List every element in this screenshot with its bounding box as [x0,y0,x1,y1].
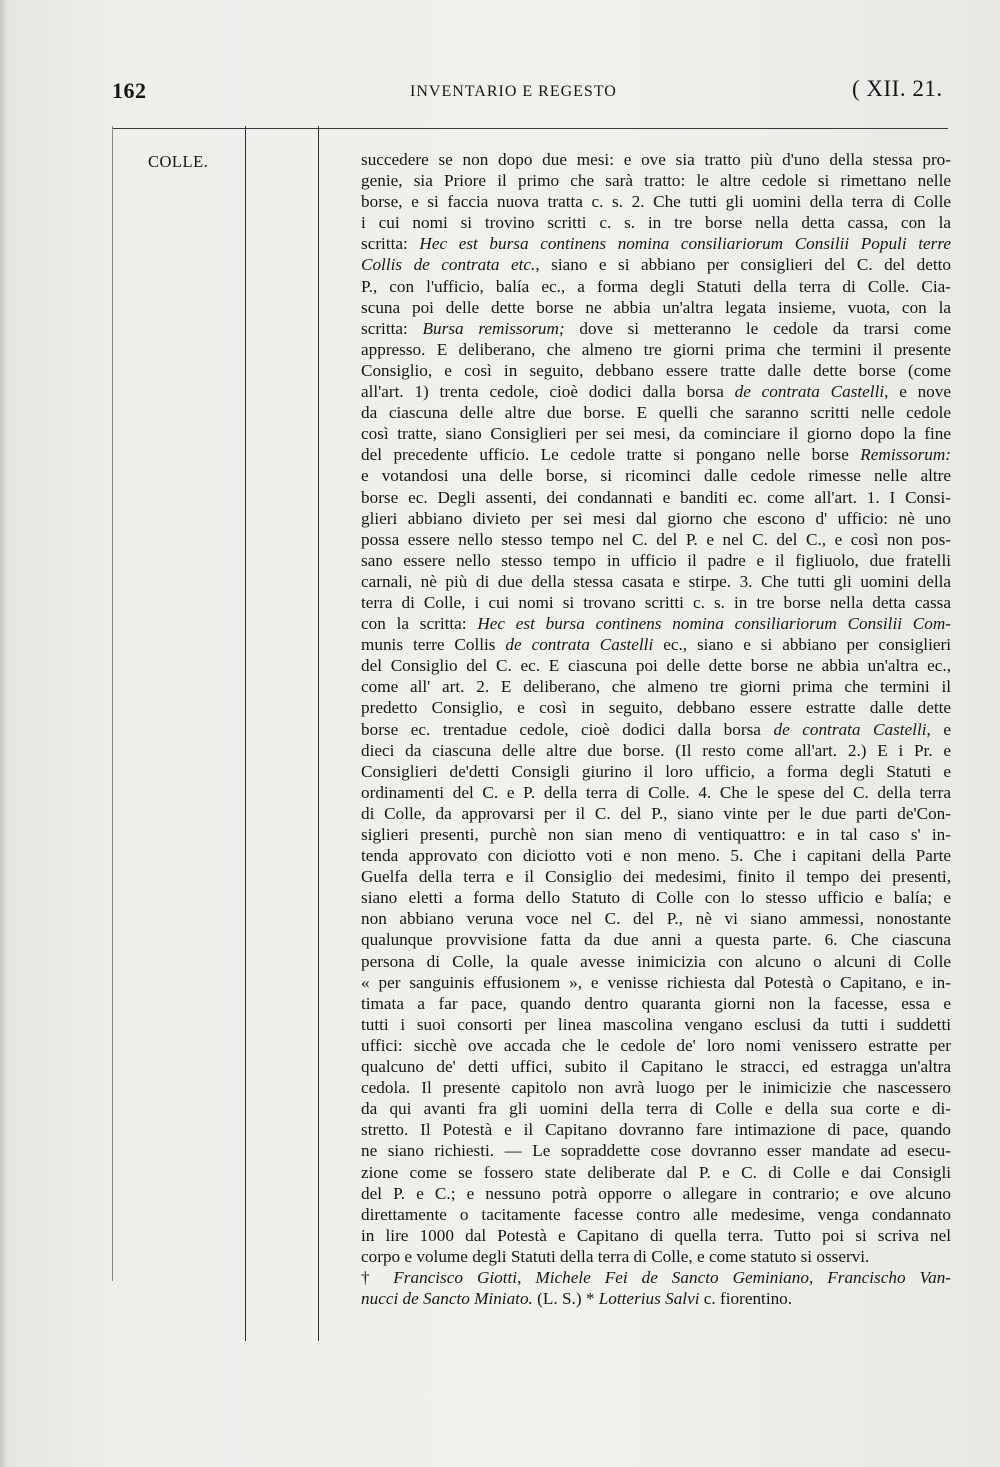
text-line: Guelfa della terra e il Consiglio dei medesimi, finito il tempo dei presenti, [361,867,951,887]
body-lines [361,149,951,1267]
text-line: persona di Colle, la quale avesse inimicizia con alcuno o alcuni di Colle [361,951,951,971]
text-line: dieci da ciascuna delle altre due borse. (Il resto come all'art. 2.) E i Pr. e [361,740,951,760]
text-line: scritta: Bursa remissorum; dove si metteranno le cedole da trarsi come [361,318,951,338]
column-rule-right [318,126,319,1341]
text-line: qualunque provvisione fatta da due anni a questa parte. 6. Che ciascuna [361,930,951,950]
text-line: in lire 1000 dal Potestà e Capitano di quella terra. Tutto poi si scriva nel [361,1225,951,1245]
text-line: tenda approvato con diciotto voti e non meno. 5. Che i capitani della Parte [361,846,951,866]
text-line: e votandosi una delle borse, si ricominci dalle cedole rimesse nelle altre [361,466,951,486]
text-line: P., con l'ufficio, balía ec., a forma degli Statuti della terra di Colle. Cia- [361,276,951,296]
text-line: zione come se fossero state deliberate dal P. e C. di Colle e dai Consigli [361,1162,951,1182]
text-line: borse ec. trentadue cedole, cioè dodici dalla borsa de contrata Castelli, e [361,719,951,739]
text-line: del Consiglio del C. ec. E ciascuna poi delle dette borse ne abbia un'altra ec., [361,656,951,676]
text-line: stretto. Il Potestà e il Capitano dovranno fare intimazione di pace, quando [361,1120,951,1140]
text-line: siano eletti a forma dello Statuto di Colle con lo stesso ufficio e balía; e [361,888,951,908]
text-line: predetto Consiglio, e così in seguito, debbano essere estratte dalle dette [361,698,951,718]
text-line: munis terre Collis de contrata Castelli ec., siano e si abbiano per consiglieri [361,635,951,655]
column-rule-left [112,126,113,1281]
text-line: direttamente o tacitamente facesse contro alle medesime, venga condannato [361,1204,951,1224]
text-line: borse ec. Degli assenti, dei condannati e banditi ec. come all'art. 1. I Consi- [361,487,951,507]
text-line: uffici: sicchè ove accada che le cedole de' loro nomi venissero estratte per [361,1035,951,1055]
text-line: ordinamenti del C. e P. della terra di Colle. 4. Che le spese del C. della terra [361,782,951,802]
text-line: « per sanguinis effusionem », e venisse richiesta dal Potestà o Capitano, e in- [361,972,951,992]
text-line: ne siano richiesti. — Le sopraddette cose dovranno esser mandate ad esecu- [361,1141,951,1161]
text-line: corpo e volume degli Statuti della terra di Colle, e come statuto si osservi. [361,1246,870,1266]
document-body [361,149,951,1309]
table-top-rule [112,128,948,129]
text-line: Collis de contrata etc., siano e si abbiano per consiglieri del C. del detto [361,255,951,275]
text-line: timata a far pace, quando dentro quaranta giorni non la facesse, essa e [361,993,951,1013]
text-line: possa essere nello stesso tempo nel C. del P. e nel C. del C., e così non pos- [361,529,951,549]
text-line: del precedente ufficio. Le cedole tratte si pongano nelle borse Remissorum: [361,445,951,465]
text-line: carnali, nè più di due della stessa casata e stirpe. 3. Che tutti gli uomini della [361,571,951,591]
text-line: con la scritta: Hec est bursa continens nomina consiliariorum Consilii Com- [361,614,951,634]
text-line: borse, e si faccia nuova tratta c. s. 2. Che tutti gli uomini della terra di Colle [361,192,951,212]
text-line: di Colle, da approvarsi per il C. del P., siano vinte per le due parti de'Con- [361,803,951,823]
text-line: appresso. E deliberano, che almeno tre giorni prima che termini il presente [361,339,951,359]
text-line: da ciascuna delle altre due borse. E quelli che saranno scritti nelle cedole [361,403,951,423]
text-line: all'art. 1) trenta cedole, cioè dodici dalla borsa de contrata Castelli, e nove [361,382,951,402]
margin-place-label: COLLE. [148,152,209,171]
text-line: terra di Colle, i cui nomi si trovano scritti c. s. in tre borse nella detta cassa [361,592,951,612]
page-number: 162 [112,78,147,103]
text-line: sano essere nello stesso tempo in ufficio il padre e il figliuolo, due fratelli [361,550,951,570]
signature-block [361,1267,951,1309]
section-reference: ( XII. 21. [852,76,943,101]
column-rule-middle [245,126,246,1341]
text-line: da qui avanti fra gli uomini della terra di Colle e della sua corte e di- [361,1099,951,1119]
text-line: glieri abbiano divieto per sei mesi dal giorno che escono d' ufficio: nè uno [361,508,951,528]
text-line: tutti i suoi consorti per linea mascolina vengano esclusi da tutti i suddetti [361,1014,951,1034]
text-line: scuna poi delle dette borse ne abbia un'altra legata insieme, vuota, con la [361,297,951,317]
spine-shadow [0,0,8,1467]
text-line: genie, sia Priore il primo che sarà tratto: le altre cedole si rimettano nelle [361,171,951,191]
text-line: Consiglio, e così in seguito, debbano essere tratte dalle dette borse (come [361,360,951,380]
text-line: siglieri presenti, purchè non sian meno di ventiquattro: e in tal caso s' in- [361,825,951,844]
text-line: non abbiano veruna voce nel C. del P., nè vi siano ammessi, nonostante [361,909,951,929]
text-line: del P. e C.; e nessuno potrà opporre o allegare in contrario; e ove alcuno [361,1183,951,1203]
text-line: qualcuno de' detti uffici, subito il Capitano le stracci, ed estragga un'altra [361,1057,951,1077]
text-line: i cui nomi si trovino scritti c. s. in tre borse nella detta cassa, con la [361,213,951,233]
text-line: cedola. Il presente capitolo non avrà luogo per le inimicizie che nascessero [361,1078,951,1098]
text-line: Consiglieri de'detti Consigli giurino il loro ufficio, a forma degli Statuti e [361,761,951,781]
text-line: come all' art. 2. E deliberano, che almeno tre giorni prima che termini il [361,677,951,697]
running-head: INVENTARIO E REGESTO [410,83,617,100]
signature-line: nucci de Sancto Miniato. (L. S.) * Lotterius Salvi c. fiorentino. [361,1289,793,1309]
text-line: succedere se non dopo due mesi: e ove sia tratto più d'uno della stessa pro- [361,150,951,169]
text-line: così tratte, siano Consiglieri per sei mesi, da cominciare il giorno dopo la fine [361,424,951,444]
text-line: scritta: Hec est bursa continens nomina consiliariorum Consilii Populi terre [361,234,951,254]
signature-line: † Francisco Giotti, Michele Fei de Sancto Geminiano, Francischo Van- [361,1267,952,1287]
